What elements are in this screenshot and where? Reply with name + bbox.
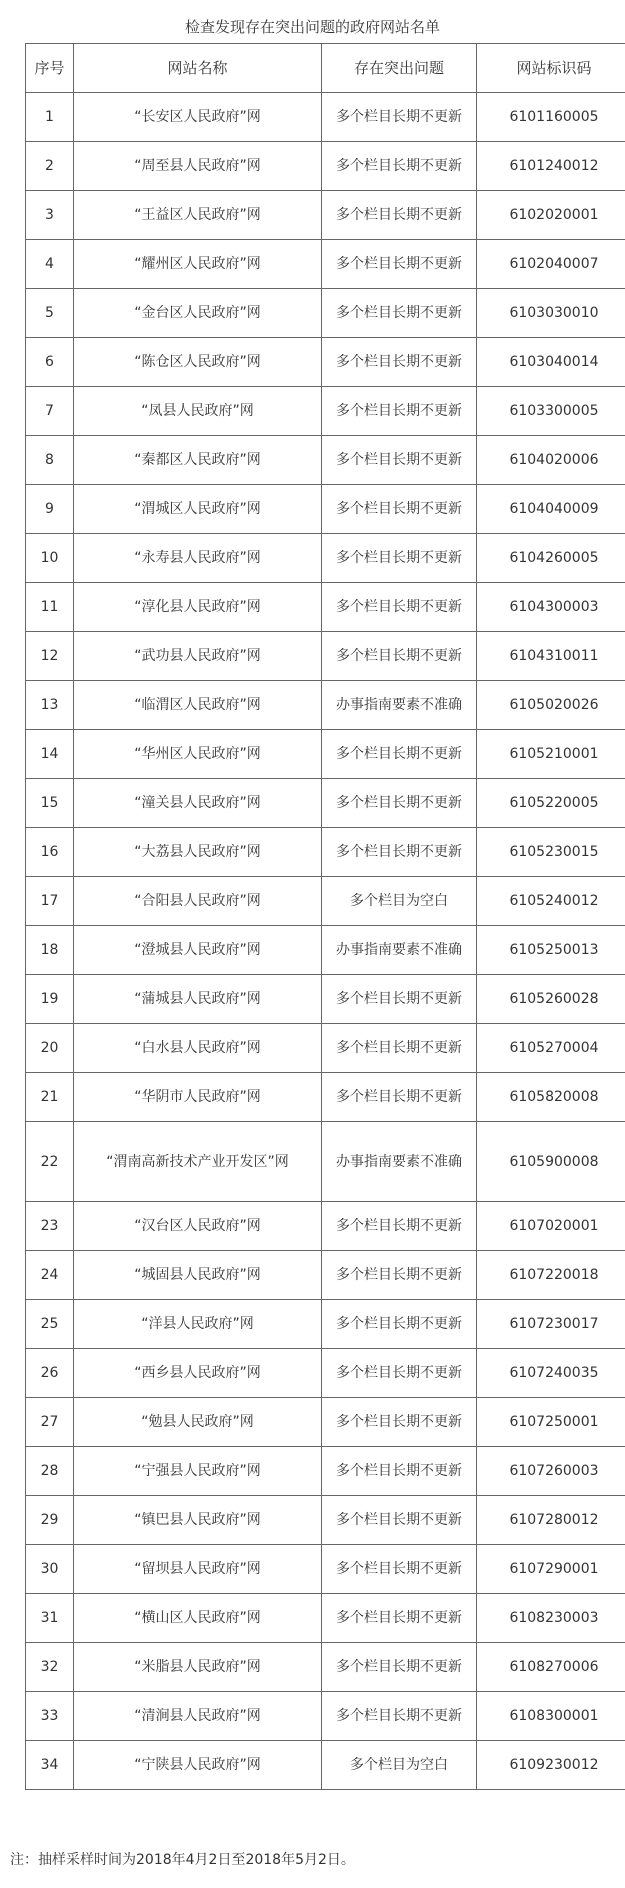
site-name-cell: “长安区人民政府”网 — [74, 93, 322, 142]
issue-cell: 多个栏目为空白 — [322, 877, 477, 926]
issue-cell: 多个栏目长期不更新 — [322, 191, 477, 240]
header-no: 序号 — [26, 44, 74, 93]
site-name-cell: “金台区人民政府”网 — [74, 289, 322, 338]
issue-cell: 多个栏目长期不更新 — [322, 485, 477, 534]
site-name-cell: “留坝县人民政府”网 — [74, 1545, 322, 1594]
issue-cell: 多个栏目长期不更新 — [322, 1024, 477, 1073]
site-code-cell: 6104300003 — [477, 583, 625, 632]
site-code-cell: 6103300005 — [477, 387, 625, 436]
issue-cell: 多个栏目长期不更新 — [322, 1398, 477, 1447]
site-name-cell: “华州区人民政府”网 — [74, 730, 322, 779]
site-code-cell: 6104020006 — [477, 436, 625, 485]
site-code-cell: 6108270006 — [477, 1643, 625, 1692]
site-code-cell: 6105220005 — [477, 779, 625, 828]
table-row — [26, 877, 625, 926]
site-name-cell: “大荔县人民政府”网 — [74, 828, 322, 877]
table-row — [26, 534, 625, 583]
row-number-cell: 16 — [26, 828, 74, 877]
site-code-cell: 6107220018 — [477, 1251, 625, 1300]
site-name-cell: “澄城县人民政府”网 — [74, 926, 322, 975]
row-number-cell: 3 — [26, 191, 74, 240]
table-row — [26, 1300, 625, 1349]
site-name-cell: “凤县人民政府”网 — [74, 387, 322, 436]
site-name-cell: “勉县人民政府”网 — [74, 1398, 322, 1447]
table-row — [26, 289, 625, 338]
table-row — [26, 1594, 625, 1643]
table-row — [26, 1349, 625, 1398]
row-number-cell: 27 — [26, 1398, 74, 1447]
issue-cell: 多个栏目长期不更新 — [322, 632, 477, 681]
table-row — [26, 583, 625, 632]
issue-cell: 多个栏目长期不更新 — [322, 93, 477, 142]
row-number-cell: 29 — [26, 1496, 74, 1545]
header-site-name: 网站名称 — [74, 44, 322, 93]
site-code-cell: 6104310011 — [477, 632, 625, 681]
header-site-code: 网站标识码 — [477, 44, 625, 93]
table-row — [26, 240, 625, 289]
row-number-cell: 34 — [26, 1741, 74, 1790]
issue-cell: 多个栏目长期不更新 — [322, 289, 477, 338]
site-code-cell: 6105230015 — [477, 828, 625, 877]
issue-cell: 多个栏目长期不更新 — [322, 1073, 477, 1122]
site-name-cell: “宁陕县人民政府”网 — [74, 1741, 322, 1790]
row-number-cell: 2 — [26, 142, 74, 191]
issue-cell: 多个栏目长期不更新 — [322, 142, 477, 191]
site-name-cell: “潼关县人民政府”网 — [74, 779, 322, 828]
site-code-cell: 6102040007 — [477, 240, 625, 289]
site-code-cell: 6102020001 — [477, 191, 625, 240]
site-name-cell: “蒲城县人民政府”网 — [74, 975, 322, 1024]
table-row — [26, 681, 625, 730]
row-number-cell: 14 — [26, 730, 74, 779]
issue-cell: 多个栏目长期不更新 — [322, 240, 477, 289]
site-name-cell: “汉台区人民政府”网 — [74, 1202, 322, 1251]
table-row — [26, 1073, 625, 1122]
table-row — [26, 1741, 625, 1790]
table-row — [26, 1692, 625, 1741]
row-number-cell: 30 — [26, 1545, 74, 1594]
issue-cell: 多个栏目长期不更新 — [322, 534, 477, 583]
site-name-cell: “武功县人民政府”网 — [74, 632, 322, 681]
row-number-cell: 23 — [26, 1202, 74, 1251]
row-number-cell: 18 — [26, 926, 74, 975]
issue-cell: 多个栏目长期不更新 — [322, 1545, 477, 1594]
row-number-cell: 6 — [26, 338, 74, 387]
issue-cell: 多个栏目为空白 — [322, 1741, 477, 1790]
table-row — [26, 338, 625, 387]
site-code-cell: 6105020026 — [477, 681, 625, 730]
row-number-cell: 19 — [26, 975, 74, 1024]
row-number-cell: 11 — [26, 583, 74, 632]
table-row — [26, 142, 625, 191]
issue-cell: 多个栏目长期不更新 — [322, 1643, 477, 1692]
table-row — [26, 779, 625, 828]
site-name-cell: “清涧县人民政府”网 — [74, 1692, 322, 1741]
site-name-cell: “永寿县人民政府”网 — [74, 534, 322, 583]
row-number-cell: 4 — [26, 240, 74, 289]
table-row — [26, 1202, 625, 1251]
table-row — [26, 926, 625, 975]
header-issue: 存在突出问题 — [322, 44, 477, 93]
row-number-cell: 17 — [26, 877, 74, 926]
site-code-cell: 6105900008 — [477, 1122, 625, 1202]
site-code-cell: 6105820008 — [477, 1073, 625, 1122]
row-number-cell: 9 — [26, 485, 74, 534]
issue-cell: 多个栏目长期不更新 — [322, 779, 477, 828]
website-table — [25, 43, 625, 1790]
table-row — [26, 1024, 625, 1073]
site-code-cell: 6107230017 — [477, 1300, 625, 1349]
table-row — [26, 387, 625, 436]
issue-cell: 多个栏目长期不更新 — [322, 1594, 477, 1643]
site-name-cell: “华阴市人民政府”网 — [74, 1073, 322, 1122]
issue-cell: 多个栏目长期不更新 — [322, 436, 477, 485]
site-code-cell: 6105250013 — [477, 926, 625, 975]
site-name-cell: “临渭区人民政府”网 — [74, 681, 322, 730]
row-number-cell: 5 — [26, 289, 74, 338]
site-name-cell: “秦都区人民政府”网 — [74, 436, 322, 485]
table-row — [26, 828, 625, 877]
site-name-cell: “耀州区人民政府”网 — [74, 240, 322, 289]
site-code-cell: 6107240035 — [477, 1349, 625, 1398]
row-number-cell: 24 — [26, 1251, 74, 1300]
site-code-cell: 6103030010 — [477, 289, 625, 338]
issue-cell: 多个栏目长期不更新 — [322, 1496, 477, 1545]
row-number-cell: 8 — [26, 436, 74, 485]
site-code-cell: 6101240012 — [477, 142, 625, 191]
table-row — [26, 191, 625, 240]
row-number-cell: 22 — [26, 1122, 74, 1202]
site-name-cell: “王益区人民政府”网 — [74, 191, 322, 240]
issue-cell: 多个栏目长期不更新 — [322, 1300, 477, 1349]
page-title: 检查发现存在突出问题的政府网站名单 — [184, 18, 440, 36]
site-code-cell: 6107280012 — [477, 1496, 625, 1545]
site-code-cell: 6107250001 — [477, 1398, 625, 1447]
row-number-cell: 21 — [26, 1073, 74, 1122]
table-row — [26, 730, 625, 779]
issue-cell: 办事指南要素不准确 — [322, 681, 477, 730]
site-name-cell: “周至县人民政府”网 — [74, 142, 322, 191]
table-row — [26, 485, 625, 534]
row-number-cell: 7 — [26, 387, 74, 436]
site-code-cell: 6104260005 — [477, 534, 625, 583]
table-body — [26, 93, 625, 1790]
issue-cell: 多个栏目长期不更新 — [322, 1692, 477, 1741]
site-name-cell: “西乡县人民政府”网 — [74, 1349, 322, 1398]
site-code-cell: 6109230012 — [477, 1741, 625, 1790]
site-name-cell: “渭南高新技术产业开发区”网 — [74, 1122, 322, 1202]
issue-cell: 多个栏目长期不更新 — [322, 387, 477, 436]
site-name-cell: “城固县人民政府”网 — [74, 1251, 322, 1300]
site-code-cell: 6105270004 — [477, 1024, 625, 1073]
site-name-cell: “横山区人民政府”网 — [74, 1594, 322, 1643]
site-name-cell: “渭城区人民政府”网 — [74, 485, 322, 534]
issue-cell: 多个栏目长期不更新 — [322, 1447, 477, 1496]
issue-cell: 多个栏目长期不更新 — [322, 583, 477, 632]
row-number-cell: 32 — [26, 1643, 74, 1692]
footnote: 注：抽样采样时间为2018年4月2日至2018年5月2日。 — [10, 1852, 355, 1868]
site-name-cell: “淳化县人民政府”网 — [74, 583, 322, 632]
row-number-cell: 20 — [26, 1024, 74, 1073]
issue-cell: 办事指南要素不准确 — [322, 926, 477, 975]
table-row — [26, 93, 625, 142]
table-row — [26, 975, 625, 1024]
issue-cell: 多个栏目长期不更新 — [322, 975, 477, 1024]
row-number-cell: 25 — [26, 1300, 74, 1349]
site-code-cell: 6105260028 — [477, 975, 625, 1024]
site-code-cell: 6107260003 — [477, 1447, 625, 1496]
table-row — [26, 1122, 625, 1202]
issue-cell: 多个栏目长期不更新 — [322, 1349, 477, 1398]
site-code-cell: 6107290001 — [477, 1545, 625, 1594]
site-code-cell: 6108230003 — [477, 1594, 625, 1643]
issue-cell: 多个栏目长期不更新 — [322, 338, 477, 387]
issue-cell: 多个栏目长期不更新 — [322, 730, 477, 779]
issue-cell: 办事指南要素不准确 — [322, 1122, 477, 1202]
issue-cell: 多个栏目长期不更新 — [322, 1202, 477, 1251]
header-row — [26, 44, 625, 93]
site-name-cell: “陈仓区人民政府”网 — [74, 338, 322, 387]
site-name-cell: “镇巴县人民政府”网 — [74, 1496, 322, 1545]
site-name-cell: “宁强县人民政府”网 — [74, 1447, 322, 1496]
site-code-cell: 6103040014 — [477, 338, 625, 387]
row-number-cell: 26 — [26, 1349, 74, 1398]
table-row — [26, 1643, 625, 1692]
table-row — [26, 436, 625, 485]
row-number-cell: 28 — [26, 1447, 74, 1496]
table-row — [26, 632, 625, 681]
table-header — [26, 44, 625, 93]
table-row — [26, 1496, 625, 1545]
site-code-cell: 6107020001 — [477, 1202, 625, 1251]
site-code-cell: 6105210001 — [477, 730, 625, 779]
row-number-cell: 10 — [26, 534, 74, 583]
issue-cell: 多个栏目长期不更新 — [322, 1251, 477, 1300]
site-name-cell: “米脂县人民政府”网 — [74, 1643, 322, 1692]
site-code-cell: 6104040009 — [477, 485, 625, 534]
site-code-cell: 6101160005 — [477, 93, 625, 142]
row-number-cell: 1 — [26, 93, 74, 142]
site-name-cell: “白水县人民政府”网 — [74, 1024, 322, 1073]
row-number-cell: 12 — [26, 632, 74, 681]
row-number-cell: 33 — [26, 1692, 74, 1741]
table-row — [26, 1545, 625, 1594]
row-number-cell: 13 — [26, 681, 74, 730]
issue-cell: 多个栏目长期不更新 — [322, 828, 477, 877]
table-row — [26, 1251, 625, 1300]
site-code-cell: 6105240012 — [477, 877, 625, 926]
table-row — [26, 1447, 625, 1496]
row-number-cell: 15 — [26, 779, 74, 828]
row-number-cell: 31 — [26, 1594, 74, 1643]
site-code-cell: 6108300001 — [477, 1692, 625, 1741]
site-name-cell: “合阳县人民政府”网 — [74, 877, 322, 926]
site-name-cell: “洋县人民政府”网 — [74, 1300, 322, 1349]
table-row — [26, 1398, 625, 1447]
